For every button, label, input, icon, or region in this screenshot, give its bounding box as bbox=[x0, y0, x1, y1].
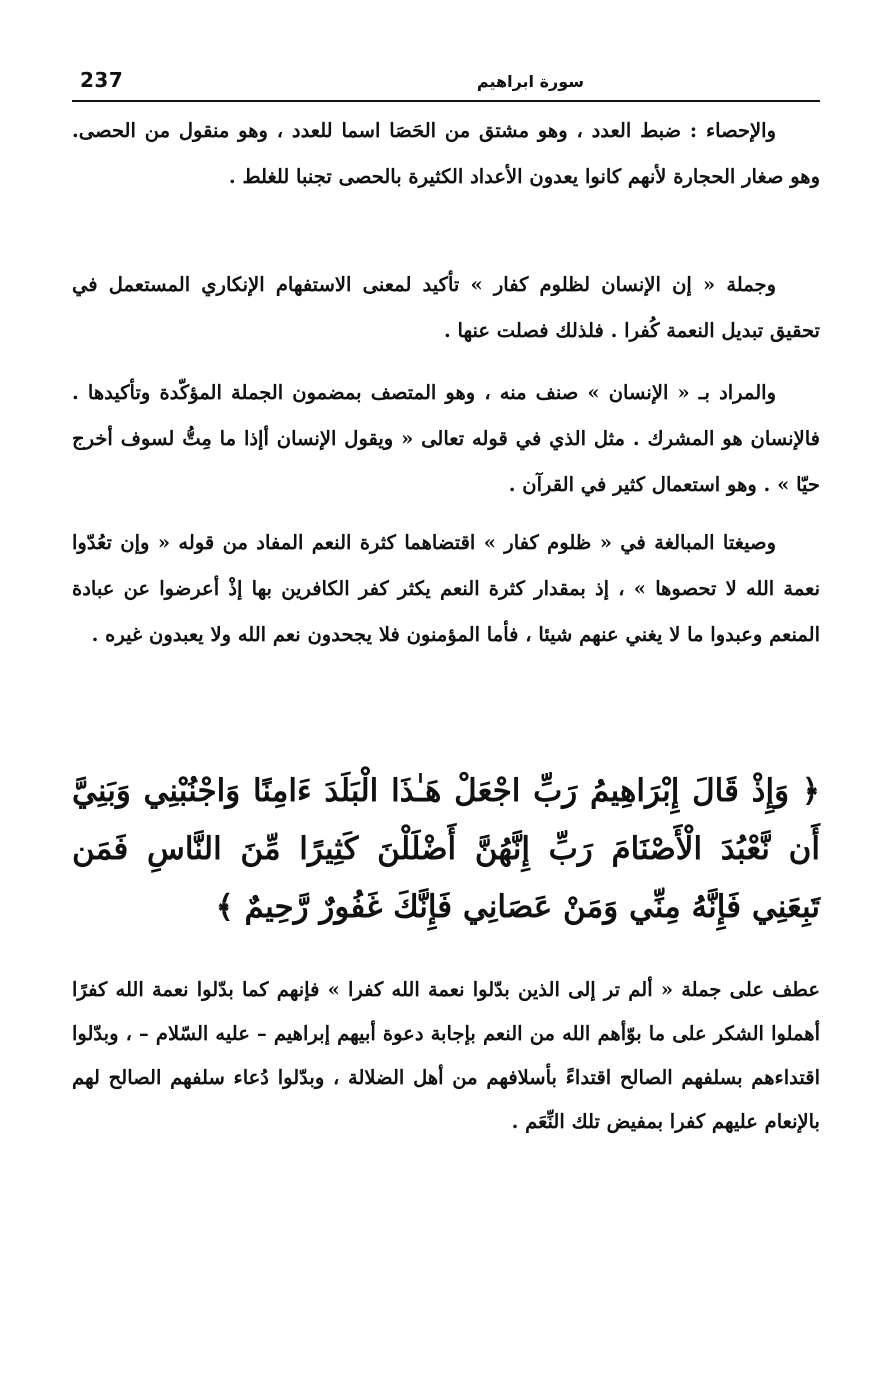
paragraph-text: والمراد بـ « الإنسان » صنف منه ، وهو المتصف بمضمون الجملة المؤكّدة وتأكيدها . فالإنسان هو المشرك . مثل الذي في قوله تعالى « ويقول الإنسان أإذا ما مِتُّ لسوف أخرج حيّا » . وهو استعمال كثير في القرآن . bbox=[72, 381, 820, 496]
paragraph-commentary bbox=[72, 968, 820, 1144]
verse-text: ﴿ وَإِذْ قَالَ إِبْرَاهِيمُ رَبِّ اجْعَلْ هَـٰذَا الْبَلَدَ ءَامِنًا وَاجْنُبْنِي وَبَنِيَّ أَن نَّعْبُدَ الْأَصْنَامَ رَبِّ إِنَّهُنَّ أَضْلَلْنَ كَثِيرًا مِّنَ النَّاسِ فَمَن تَبِعَنِي فَإِنَّهُ مِنِّي وَمَنْ عَصَانِي فَإِنَّكَ غَفُورٌ رَّحِيمٌ ﴾ bbox=[72, 773, 820, 925]
page-number: 237 bbox=[80, 68, 124, 92]
paragraph-sentence bbox=[72, 262, 820, 354]
running-title: سورة ابراهيم bbox=[476, 72, 584, 91]
header-rule bbox=[72, 100, 820, 102]
paragraph-text: والإحصاء : ضبط العدد ، وهو مشتق من الحَصَا اسما للعدد ، وهو منقول من الحصى. وهو صغار الحجارة لأنهم كانوا يعدون الأعداد الكثيرة بالحصى تجنبا للغلط . bbox=[72, 119, 820, 188]
paragraph-text: وصيغتا المبالغة في « ظلوم كفار » اقتضاهما كثرة النعم المفاد من قوله « وإن تعُدّوا نعمة الله لا تحصوها » ، إذ بمقدار كثرة النعم يكثر كفر الكافرين بها إذْ أعرضوا عن عبادة المنعم وعبدوا ما لا يغني عنهم شيئا ، فأما المؤمنون فلا يجحدون نعم الله ولا يعبدون غيره . bbox=[72, 531, 820, 646]
paragraph-counting bbox=[72, 108, 820, 200]
page-header bbox=[72, 62, 820, 102]
paragraph-text: عطف على جملة « ألم تر إلى الذين بدّلوا نعمة الله كفرا » فإنهم كما بدّلوا نعمة الله كفرًا أهملوا الشكر على ما بوّأهم الله من النعم بإجابة دعوة أبيهم إبراهيم – عليه السّلام – ، وبدّلوا اقتداءهم بسلفهم الصالح اقتداءً بأسلافهم من أهل الضلالة ، وبدّلوا دُعاء سلفهم الصالح لهم بالإنعام عليهم كفرا بمفيض تلك النِّعَم . bbox=[72, 978, 820, 1133]
paragraph-hyperbole bbox=[72, 520, 820, 658]
paragraph-human-meaning bbox=[72, 370, 820, 508]
paragraph-text: وجملة « إن الإنسان لظلوم كفار » تأكيد لمعنى الاستفهام الإنكاري المستعمل في تحقيق تبديل النعمة كُفرا . فلذلك فصلت عنها . bbox=[72, 273, 820, 342]
quran-verse bbox=[72, 762, 820, 936]
